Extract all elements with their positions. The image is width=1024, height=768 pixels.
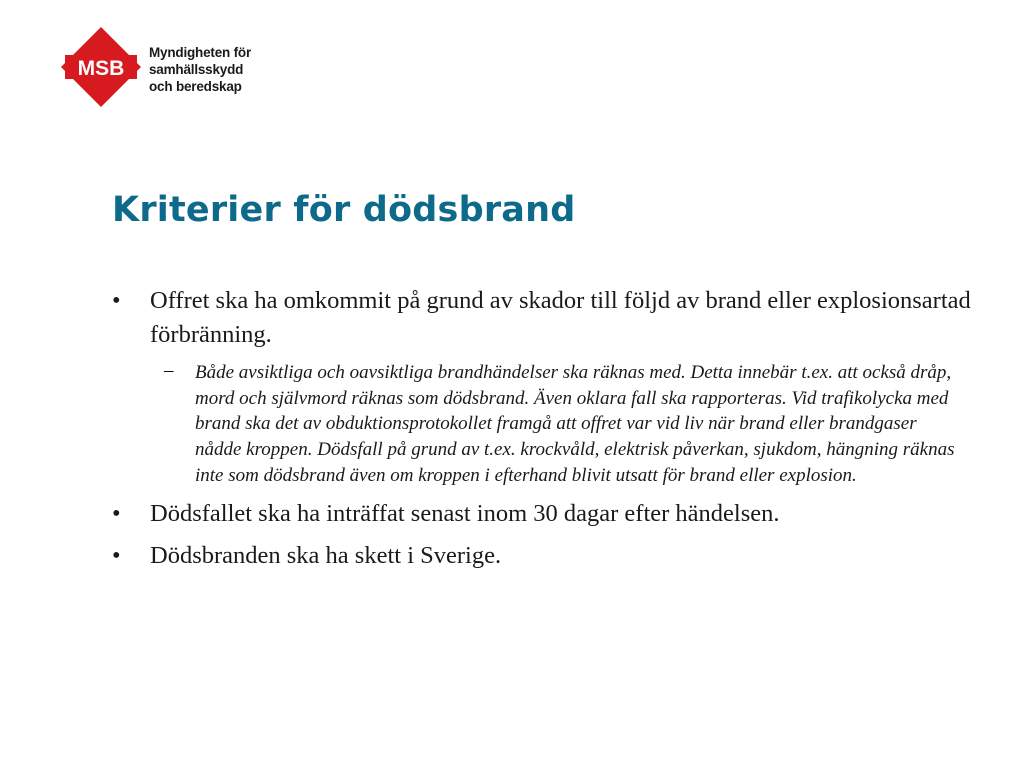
bullet-item-1 <box>112 284 972 352</box>
logo-agency-name <box>149 44 251 95</box>
logo-line-2: samhällsskydd <box>149 62 244 77</box>
logo-line-3: och beredskap <box>149 79 242 94</box>
logo-line-1: Myndigheten för <box>149 45 251 60</box>
bullet-list <box>112 284 972 581</box>
sub-bullet-text: Både avsiktliga och oavsiktliga brandhändelser ska räknas med. Detta innebär t.ex. att också dråp, mord och självmord räknas som dödsbrand. Även oklara fall ska rapporteras. Vid trafikolycka med brand ska det av obduktionsprotokollet framgå att offret var vid liv när brand eller brandgaser nådde kroppen. Dödsfall på grund av t.ex. krockvåld, elektrisk påverkan, sjukdom, hängning räknas inte som dödsbrand även om kroppen i efterhand blivit utsatt för brand eller explosion. <box>195 362 955 486</box>
bullet-marker: • <box>112 499 121 527</box>
sub-bullet-marker: – <box>164 360 174 381</box>
bullet-item-2 <box>112 497 972 531</box>
logo-mark-text: MSB <box>77 57 125 80</box>
bullet-text-2: Dödsfallet ska ha inträffat senast inom 30 dagar efter händelsen. <box>150 499 780 527</box>
msb-logo-mark <box>60 26 142 112</box>
slide-title: Kriterier för dödsbrand <box>112 190 576 230</box>
bullet-marker: • <box>112 541 121 569</box>
msb-diamond-icon <box>60 26 142 108</box>
sub-bullet-item <box>112 360 972 489</box>
bullet-item-3 <box>112 539 972 573</box>
bullet-marker: • <box>112 287 121 314</box>
bullet-text-3: Dödsbranden ska ha skett i Sverige. <box>150 541 502 569</box>
bullet-text-1: Offret ska ha omkommit på grund av skador till följd av brand eller explosionsartad förbränning. <box>150 287 971 348</box>
